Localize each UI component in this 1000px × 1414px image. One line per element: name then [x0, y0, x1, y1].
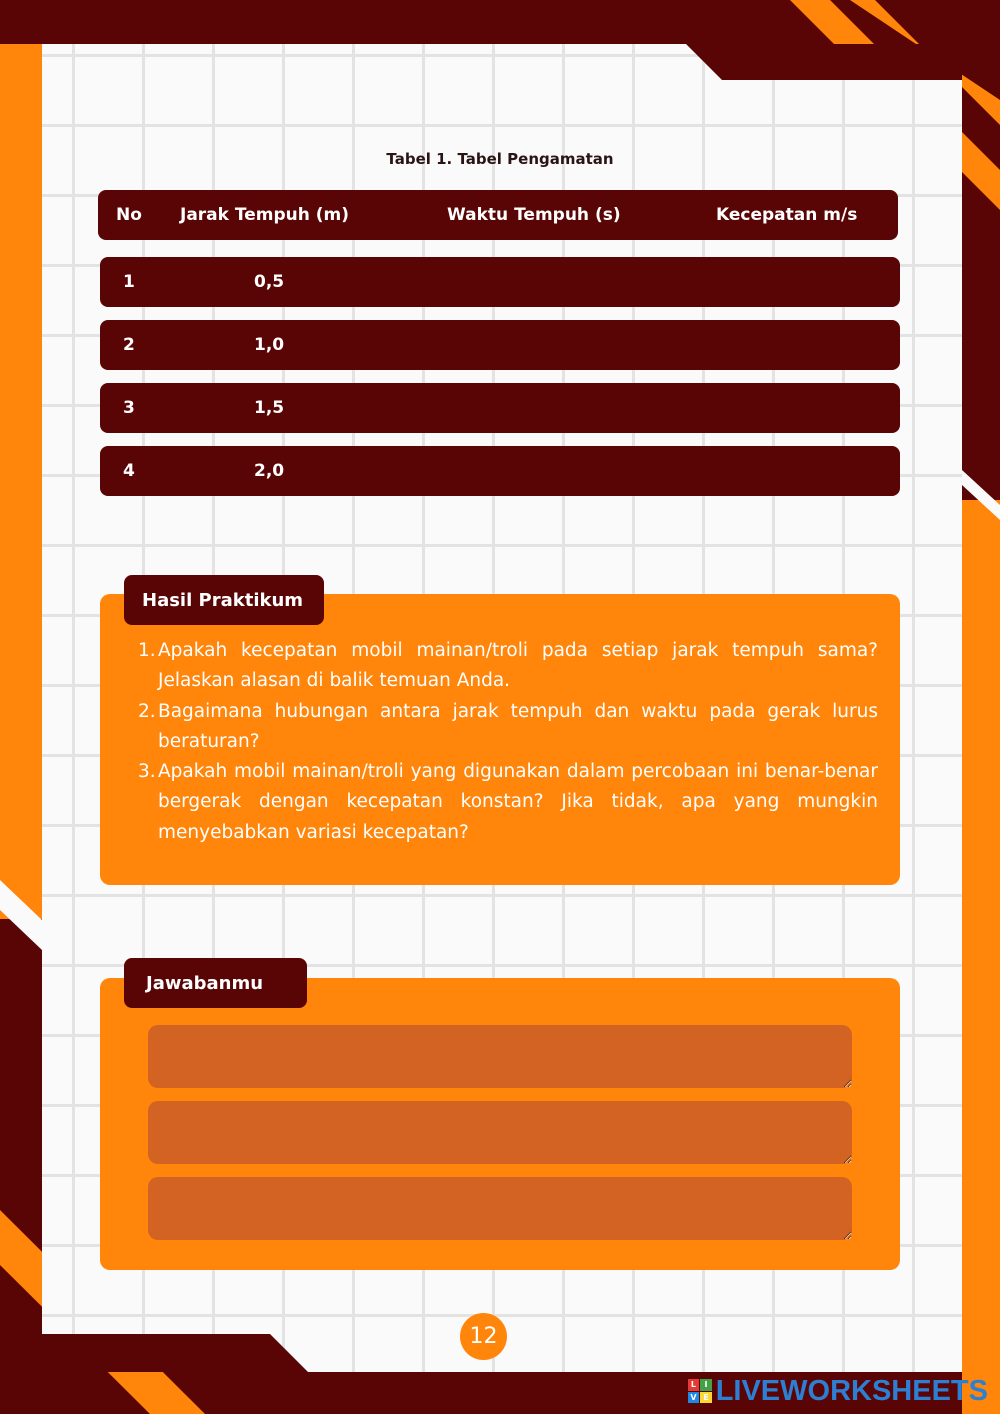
page-number: 12: [460, 1313, 507, 1360]
row-number: 1: [123, 272, 135, 292]
header-kecepatan: Kecepatan m/s: [716, 205, 858, 225]
question-number: 1.: [138, 640, 156, 661]
row-jarak: 1,5: [254, 398, 285, 418]
question-item: [138, 757, 878, 848]
question-list: [138, 636, 878, 848]
header-waktu: Waktu Tempuh (s): [447, 205, 621, 225]
question-item: [138, 636, 878, 697]
question-text: Apakah kecepatan mobil mainan/troli pada setiap jarak tempuh sama? Jelaskan alasan di balik temuan Anda.: [158, 640, 878, 692]
table-row[interactable]: [100, 257, 900, 307]
table-header-row: [98, 190, 898, 240]
liveworksheets-wordmark: LIVEWORKSHEETS: [715, 1374, 988, 1407]
table-row[interactable]: [100, 383, 900, 433]
table-row[interactable]: [100, 320, 900, 370]
row-jarak: 1,0: [254, 335, 285, 355]
liveworksheets-logo-icon: L I V E: [688, 1379, 712, 1403]
jawabanmu-title: Jawabanmu: [124, 958, 307, 1008]
answer-field-2[interactable]: [148, 1101, 852, 1164]
row-jarak: 2,0: [254, 461, 285, 481]
header-no: No: [116, 205, 142, 225]
table-row[interactable]: [100, 446, 900, 496]
row-jarak: 0,5: [254, 272, 285, 292]
question-text: Apakah mobil mainan/troli yang digunakan dalam percobaan ini benar-benar bergerak dengan kecepatan konstan? Jika tidak, apa yang mungkin menyebabkan variasi kecepatan?: [158, 761, 878, 843]
answer-field-1[interactable]: [148, 1025, 852, 1088]
answer-field-3[interactable]: [148, 1177, 852, 1240]
table-caption: Tabel 1. Tabel Pengamatan: [386, 150, 614, 168]
question-number: 3.: [138, 761, 156, 783]
hasil-praktikum-title: Hasil Praktikum: [124, 575, 324, 625]
question-text: Bagaimana hubungan antara jarak tempuh dan waktu pada gerak lurus beraturan?: [158, 700, 878, 752]
question-number: 2.: [138, 700, 156, 722]
row-number: 4: [123, 461, 135, 481]
liveworksheets-brand[interactable]: [688, 1376, 988, 1406]
question-item: [138, 697, 878, 758]
row-number: 2: [123, 335, 135, 355]
row-number: 3: [123, 398, 135, 418]
header-jarak: Jarak Tempuh (m): [180, 205, 350, 225]
